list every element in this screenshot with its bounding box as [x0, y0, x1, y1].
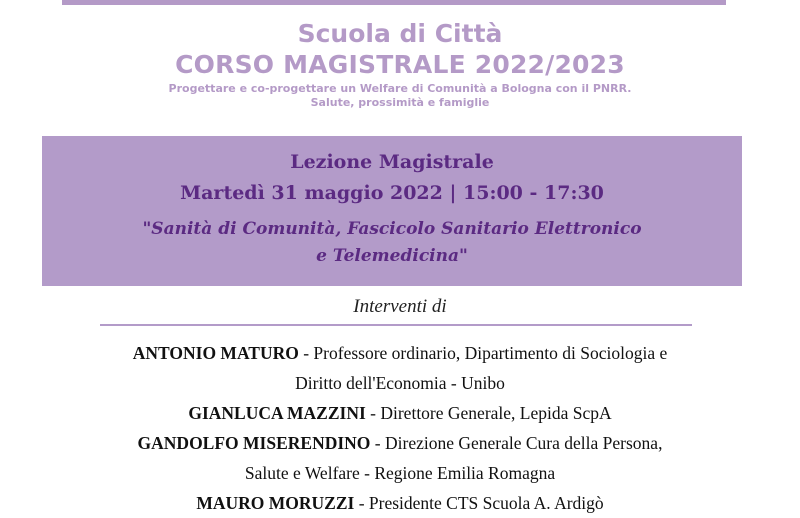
- header: [0, 18, 800, 110]
- speaker-entry: [50, 398, 750, 428]
- speaker-name: MAURO MORUZZI: [196, 493, 355, 513]
- lesson-topic-line1: "Sanità di Comunità, Fascicolo Sanitario Elettronico: [142, 219, 642, 239]
- course-subtitle-line1: Progettare e co-progettare un Welfare di Comunità a Bologna con il PNRR.: [168, 82, 632, 95]
- speaker-role: - Direttore Generale, Lepida ScpA: [365, 403, 612, 423]
- speaker-name: GANDOLFO MISERENDINO: [137, 433, 371, 453]
- speakers-heading: Interventi di: [353, 296, 447, 317]
- lesson-title: Lezione Magistrale: [290, 151, 494, 173]
- lesson-datetime: Martedì 31 maggio 2022 | 15:00 - 17:30: [180, 182, 604, 204]
- course-subtitle-line2: Salute, prossimità e famiglie: [310, 96, 490, 109]
- top-accent-bar: [62, 0, 726, 5]
- speaker-entry: [50, 338, 750, 368]
- speaker-role: - Direzione Generale Cura della Persona,: [370, 433, 663, 453]
- divider: [100, 324, 692, 326]
- speakers-list: [50, 338, 750, 518]
- lesson-banner: [42, 136, 742, 286]
- lesson-topic-line2: e Telemedicina": [316, 246, 468, 266]
- speaker-name: GIANLUCA MAZZINI: [188, 403, 366, 423]
- speaker-role-cont: Diritto dell'Economia - Unibo: [295, 373, 505, 393]
- speaker-role: - Professore ordinario, Dipartimento di Sociologia e: [298, 343, 668, 363]
- speaker-entry: [50, 428, 750, 458]
- lesson-topic: [42, 216, 742, 270]
- course-title: CORSO MAGISTRALE 2022/2023: [175, 50, 625, 79]
- school-name: Scuola di Città: [297, 19, 503, 48]
- speaker-entry: [50, 488, 750, 518]
- speaker-role: - Presidente CTS Scuola A. Ardigò: [354, 493, 604, 513]
- speaker-role-cont: Salute e Welfare - Regione Emilia Romagna: [244, 463, 556, 483]
- speaker-name: ANTONIO MATURO: [132, 343, 299, 363]
